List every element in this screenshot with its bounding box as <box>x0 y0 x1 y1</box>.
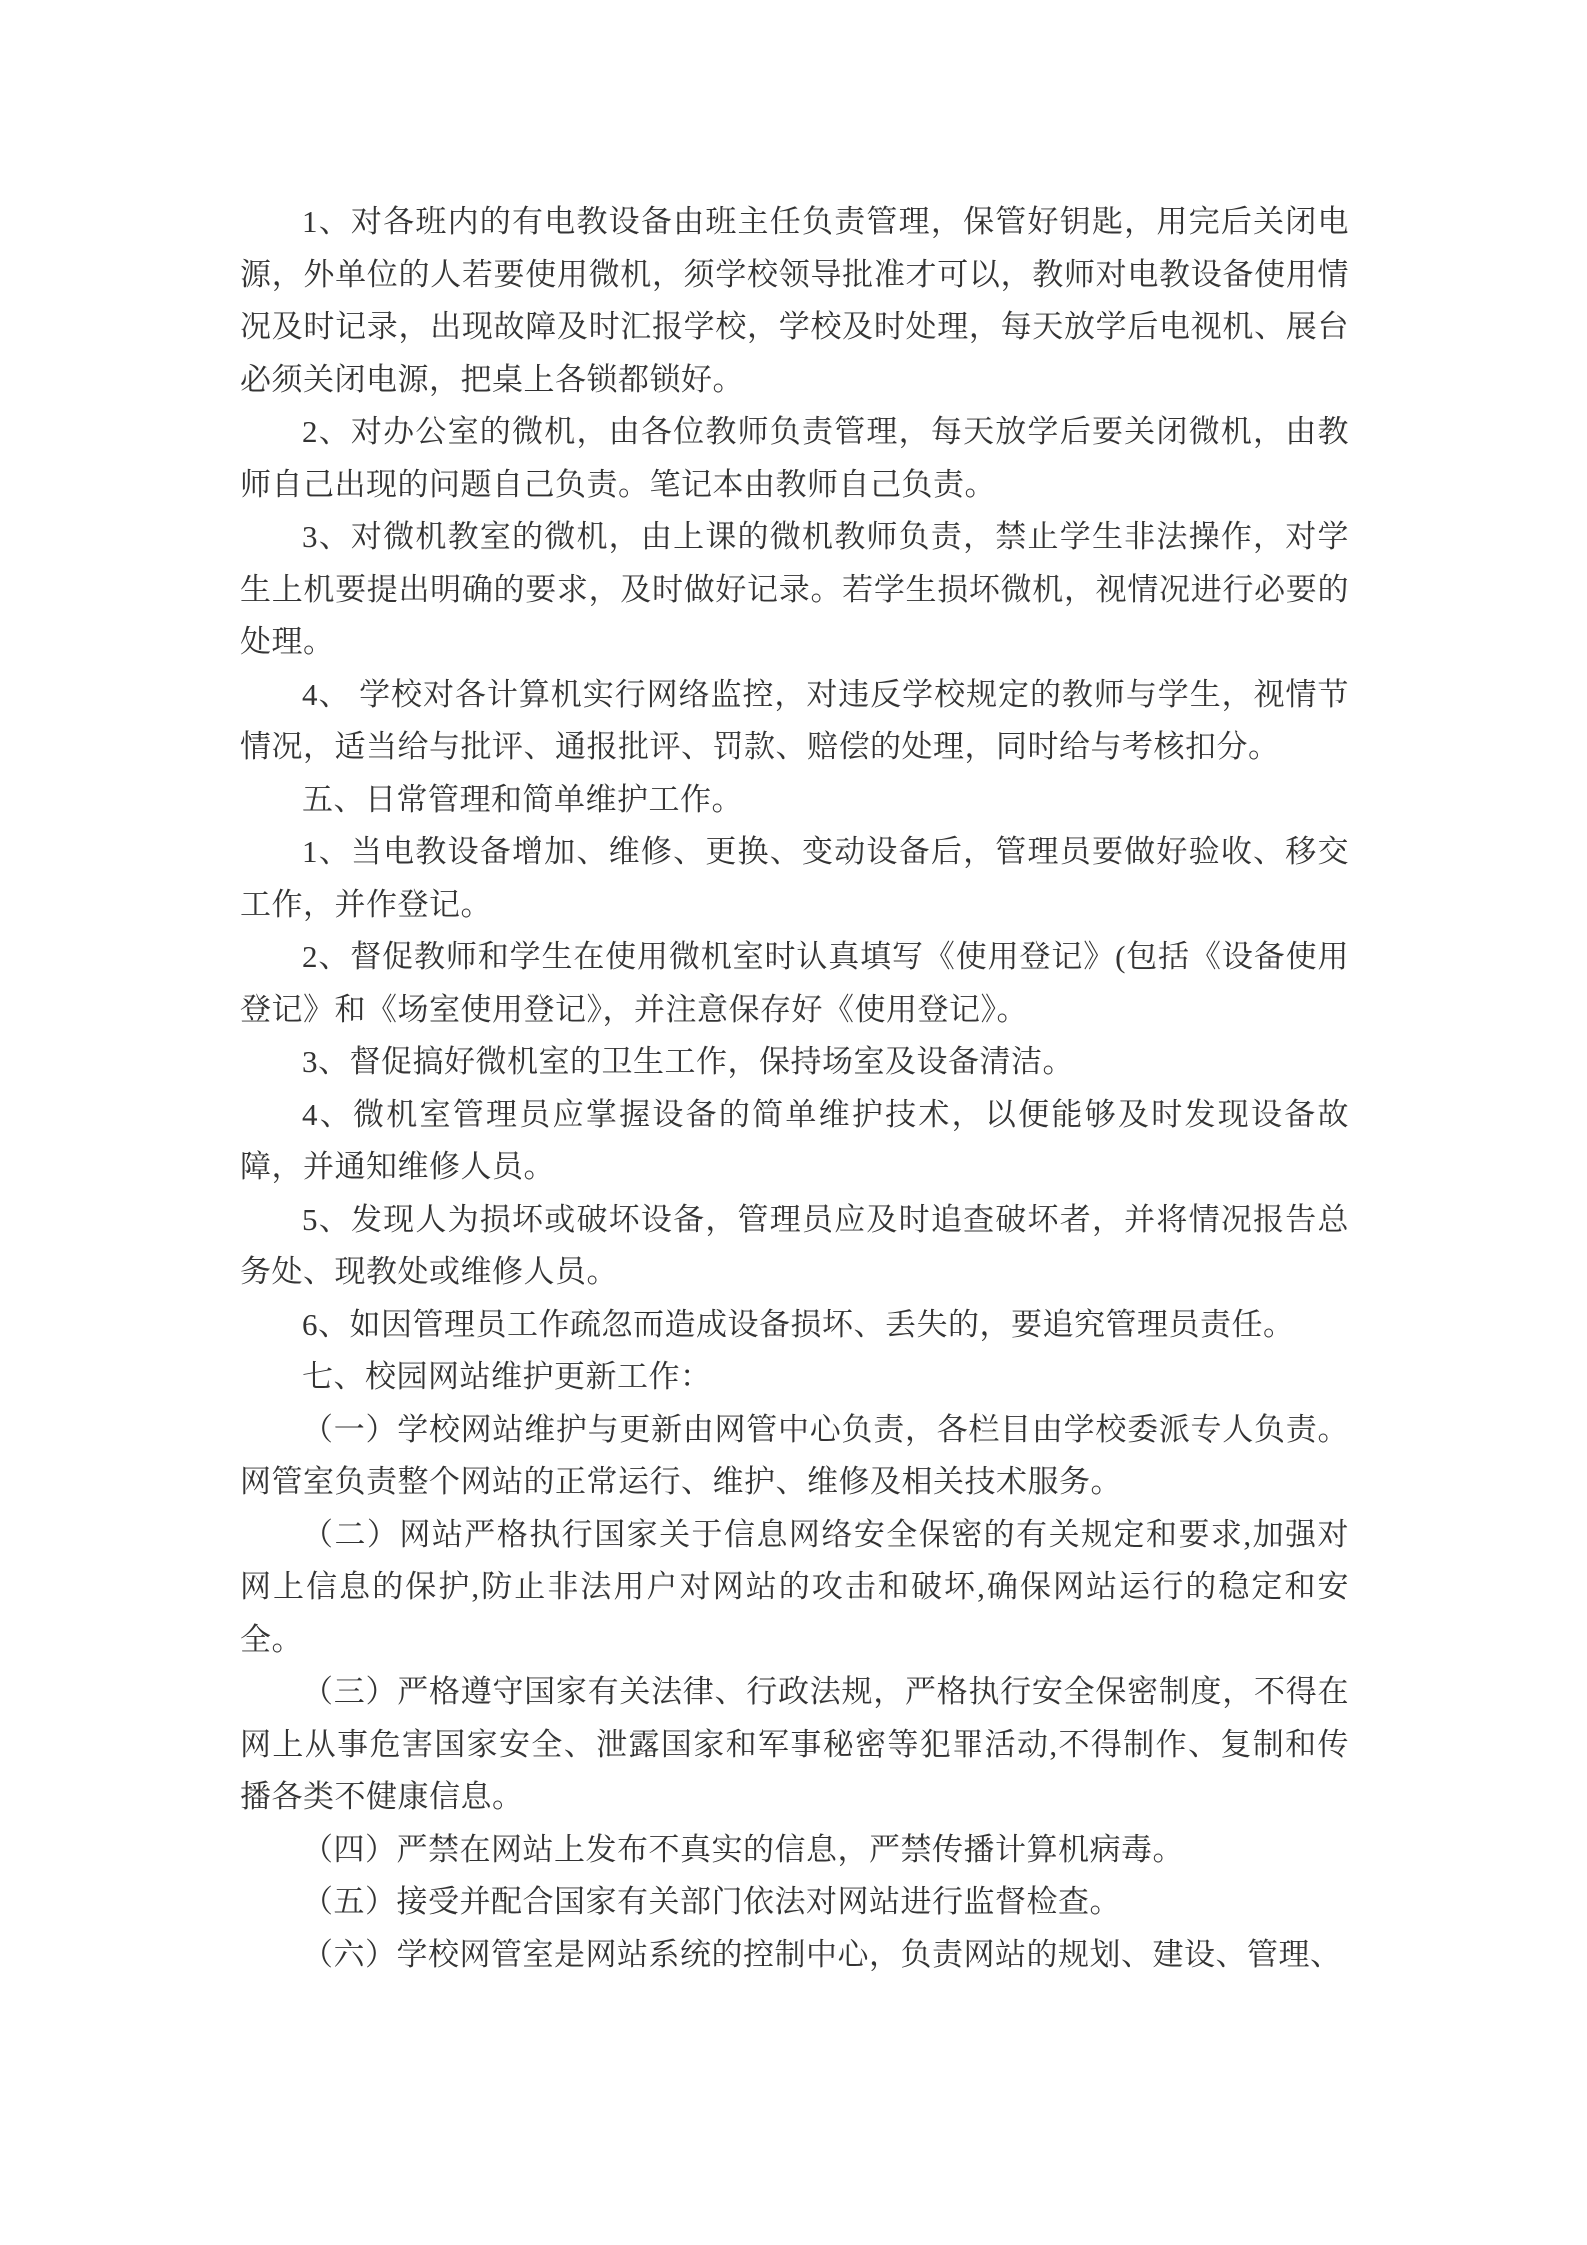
paragraph: 6、如因管理员工作疏忽而造成设备损坏、丢失的，要追究管理员责任。 <box>302 1306 1295 1342</box>
paragraph: （五）接受并配合国家有关部门依法对网站进行监督检查。 <box>302 1884 1121 1919</box>
paragraph: 2、督促教师和学生在使用微机室时认真填写《使用登记》(包括《设备使用登记》和《场室使用登记》，并注意保存好《使用登记》。 <box>240 939 1349 1027</box>
paragraph: 3、督促搞好微机室的卫生工作，保持场室及设备清洁。 <box>302 1044 1074 1079</box>
paragraph: （二）网站严格执行国家关于信息网络安全保密的有关规定和要求,加强对网上信息的保护,防止非法用户对网站的攻击和破坏,确保网站运行的稳定和安全。 <box>240 1516 1349 1657</box>
section-heading: 五、日常管理和简单维护工作。 <box>302 781 743 817</box>
paragraph: 2、对办公室的微机，由各位教师负责管理，每天放学后要关闭微机，由教师自己出现的问题自己负责。笔记本由教师自己负责。 <box>240 414 1349 502</box>
document-body <box>240 196 1349 1981</box>
paragraph: （六）学校网管室是网站系统的控制中心，负责网站的规划、建设、管理、 <box>302 1936 1342 1972</box>
paragraph: （三）严格遵守国家有关法律、行政法规，严格执行安全保密制度，不得在网上从事危害国家安全、泄露国家和军事秘密等犯罪活动,不得制作、复制和传播各类不健康信息。 <box>240 1674 1349 1814</box>
paragraph: 4、 学校对各计算机实行网络监控，对违反学校规定的教师与学生，视情节情况，适当给与批评、通报批评、罚款、赔偿的处理，同时给与考核扣分。 <box>240 676 1349 764</box>
paragraph: 3、对微机教室的微机，由上课的微机教师负责，禁止学生非法操作，对学生上机要提出明确的要求，及时做好记录。若学生损坏微机，视情况进行必要的处理。 <box>240 519 1349 659</box>
section-heading: 七、校园网站维护更新工作： <box>302 1359 712 1394</box>
paragraph: 5、发现人为损坏或破坏设备，管理员应及时追查破坏者，并将情况报告总务处、现教处或维修人员。 <box>240 1201 1349 1289</box>
paragraph: 1、对各班内的有电教设备由班主任负责管理，保管好钥匙，用完后关闭电源，外单位的人若要使用微机，须学校领导批准才可以，教师对电教设备使用情况及时记录，出现故障及时汇报学校，学校及时处理，每天放学后电视机、展台必须关闭电源，把桌上各锁都锁好。 <box>240 204 1349 397</box>
paragraph: （一）学校网站维护与更新由网管中心负责，各栏目由学校委派专人负责。网管室负责整个网站的正常运行、维护、维修及相关技术服务。 <box>240 1411 1349 1499</box>
paragraph: 4、微机室管理员应掌握设备的简单维护技术，以便能够及时发现设备故障，并通知维修人员。 <box>240 1096 1349 1184</box>
paragraph: 1、当电教设备增加、维修、更换、变动设备后，管理员要做好验收、移交工作，并作登记。 <box>240 834 1349 922</box>
paragraph: （四）严禁在网站上发布不真实的信息，严禁传播计算机病毒。 <box>302 1831 1184 1867</box>
